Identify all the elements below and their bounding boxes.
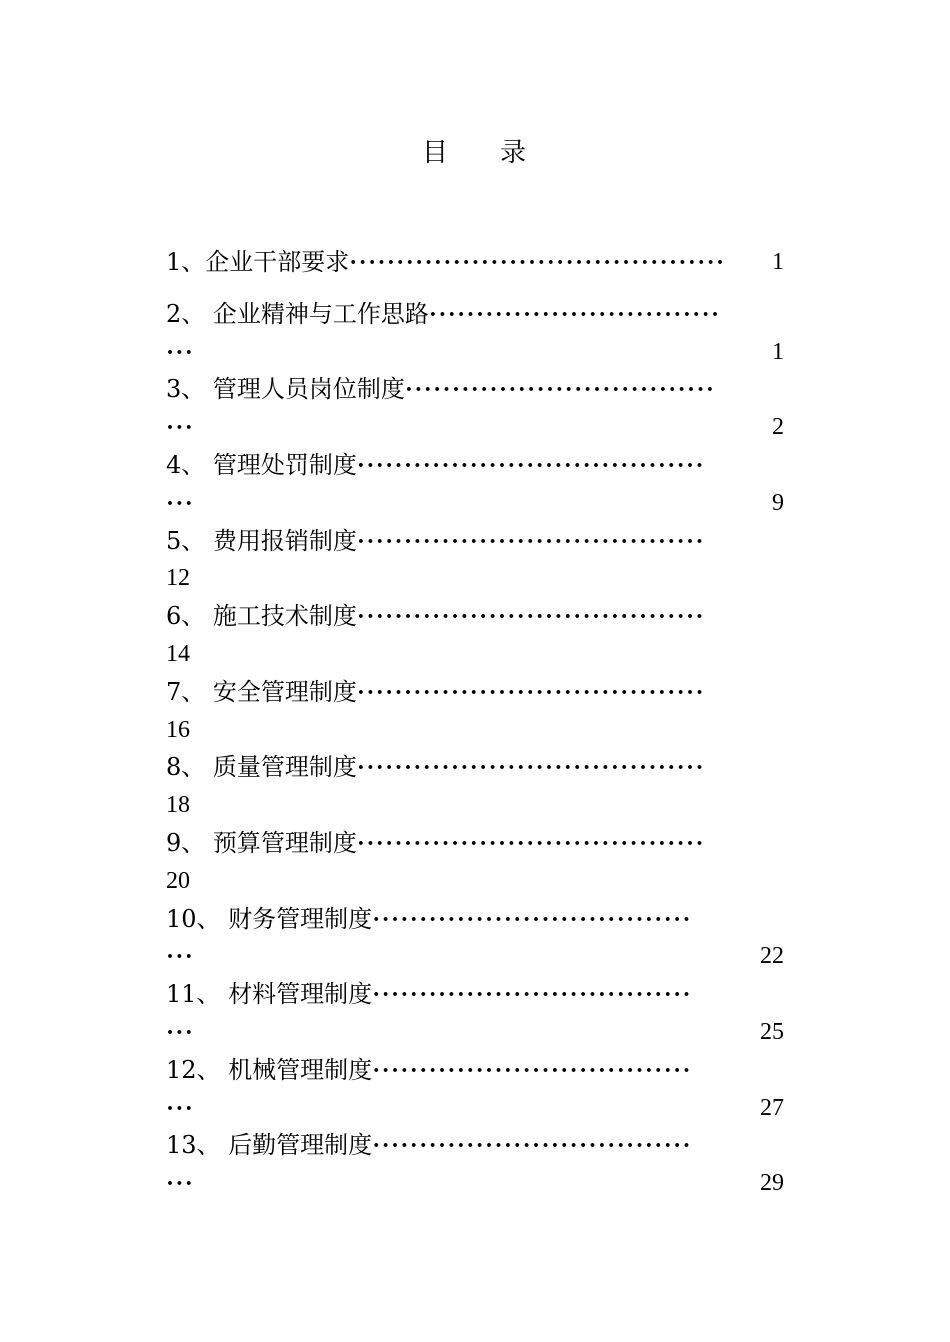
toc-entry-leader: ········································ bbox=[349, 250, 726, 276]
toc-entry[interactable] bbox=[166, 598, 784, 636]
toc-entry-number: 3、 bbox=[166, 375, 206, 404]
toc-entry-page: 25 bbox=[760, 1018, 784, 1045]
toc-entry-leader: ······························· bbox=[428, 301, 721, 328]
toc-entry-continuation bbox=[166, 409, 784, 447]
toc-entry-leader-cont: ··· bbox=[166, 944, 195, 971]
toc-entry-page: 14 bbox=[166, 640, 190, 667]
toc-entry-page: 1 bbox=[772, 249, 784, 275]
toc-entry-continuation bbox=[166, 636, 784, 674]
toc-entry-page: 27 bbox=[760, 1094, 784, 1121]
toc-entry-leader-cont: ··· bbox=[166, 1171, 195, 1198]
toc-title bbox=[0, 132, 950, 169]
toc-entry-label: 后勤管理制度 bbox=[228, 1131, 373, 1160]
toc-entry-leader: ·································· bbox=[372, 982, 692, 1009]
toc-entry-label: 管理人员岗位制度 bbox=[212, 375, 405, 404]
toc-entry-leader: ····································· bbox=[356, 528, 705, 555]
toc-entry-leader: ·································· bbox=[372, 906, 692, 933]
toc-entry-label: 施工技术制度 bbox=[212, 602, 357, 631]
toc-entry[interactable] bbox=[166, 976, 784, 1014]
toc-entry-page: 9 bbox=[772, 489, 784, 516]
toc-entry-label: 财务管理制度 bbox=[228, 904, 373, 933]
toc-entry[interactable] bbox=[166, 825, 784, 863]
toc-entry-label: 材料管理制度 bbox=[228, 980, 373, 1009]
toc-entry-page: 18 bbox=[166, 792, 190, 819]
toc-entry-label: 质量管理制度 bbox=[212, 753, 357, 782]
toc-entry-page: 2 bbox=[772, 414, 784, 441]
toc-entry-continuation bbox=[166, 938, 784, 976]
table-of-contents bbox=[166, 244, 784, 1203]
toc-entry-label: 企业精神与工作思路 bbox=[212, 299, 429, 328]
toc-entry-page: 29 bbox=[760, 1170, 784, 1197]
toc-entry-label: 企业干部要求 bbox=[205, 248, 350, 276]
toc-entry[interactable] bbox=[166, 901, 784, 939]
toc-entry-continuation bbox=[166, 334, 784, 372]
toc-entry-continuation bbox=[166, 1014, 784, 1052]
toc-entry-leader: ····································· bbox=[356, 452, 705, 479]
toc-entry-label: 安全管理制度 bbox=[212, 677, 357, 706]
toc-entry-label: 预算管理制度 bbox=[212, 828, 357, 857]
toc-entry-continuation bbox=[166, 560, 784, 598]
toc-entry-page: 16 bbox=[166, 716, 190, 743]
toc-entry[interactable] bbox=[166, 1127, 784, 1165]
toc-entry-leader-cont: ··· bbox=[166, 415, 195, 442]
toc-entry-leader: ····································· bbox=[356, 679, 705, 706]
toc-entry-leader: ····································· bbox=[356, 755, 705, 782]
toc-entry[interactable] bbox=[166, 371, 784, 409]
toc-entry-number: 2、 bbox=[166, 299, 206, 328]
toc-entry-label: 费用报销制度 bbox=[212, 526, 357, 555]
toc-entry-number: 11、 bbox=[166, 980, 221, 1009]
toc-entry-continuation bbox=[166, 712, 784, 750]
toc-entry[interactable] bbox=[166, 523, 784, 561]
toc-entry[interactable] bbox=[166, 674, 784, 712]
toc-entry-continuation bbox=[166, 485, 784, 523]
toc-entry-leader: ································· bbox=[404, 377, 716, 404]
toc-entry-number: 1、 bbox=[166, 248, 206, 276]
toc-entry[interactable] bbox=[166, 447, 784, 485]
toc-entry-number: 4、 bbox=[166, 450, 206, 479]
toc-entry-number: 9、 bbox=[166, 828, 206, 857]
toc-entry-number: 13、 bbox=[166, 1131, 221, 1160]
toc-entry-number: 5、 bbox=[166, 526, 206, 555]
toc-entry-label: 管理处罚制度 bbox=[212, 450, 357, 479]
toc-entry[interactable] bbox=[166, 749, 784, 787]
toc-entry-continuation bbox=[166, 787, 784, 825]
toc-entry-continuation bbox=[166, 1090, 784, 1128]
toc-entry-leader-cont: ··· bbox=[166, 1019, 195, 1046]
toc-entry-leader: ····································· bbox=[356, 604, 705, 631]
toc-entry-number: 7、 bbox=[166, 677, 206, 706]
toc-entry-number: 12、 bbox=[166, 1055, 221, 1084]
toc-entry-leader-cont: ··· bbox=[166, 490, 195, 517]
toc-entry-continuation bbox=[166, 863, 784, 901]
toc-entry[interactable] bbox=[166, 244, 784, 282]
toc-entry[interactable] bbox=[166, 1052, 784, 1090]
toc-entry-number: 10、 bbox=[166, 904, 221, 933]
toc-entry-page: 22 bbox=[760, 943, 784, 970]
toc-entry[interactable] bbox=[166, 296, 784, 334]
toc-entry-page: 12 bbox=[166, 565, 190, 592]
toc-entry-leader-cont: ··· bbox=[166, 1095, 195, 1122]
toc-title-part2: 录 bbox=[500, 138, 529, 168]
toc-entry-leader: ·································· bbox=[372, 1057, 692, 1084]
toc-entry-number: 6、 bbox=[166, 602, 206, 631]
toc-entry-page: 20 bbox=[166, 867, 190, 894]
toc-entry-page: 1 bbox=[772, 338, 784, 365]
toc-entry-number: 8、 bbox=[166, 753, 206, 782]
toc-entry-leader: ·································· bbox=[372, 1133, 692, 1160]
toc-entry-continuation bbox=[166, 1165, 784, 1203]
toc-title-part1: 目 bbox=[421, 138, 450, 168]
toc-entry-leader-cont: ··· bbox=[166, 339, 195, 366]
toc-entry-leader: ····································· bbox=[356, 830, 705, 857]
toc-entry-label: 机械管理制度 bbox=[228, 1055, 373, 1084]
